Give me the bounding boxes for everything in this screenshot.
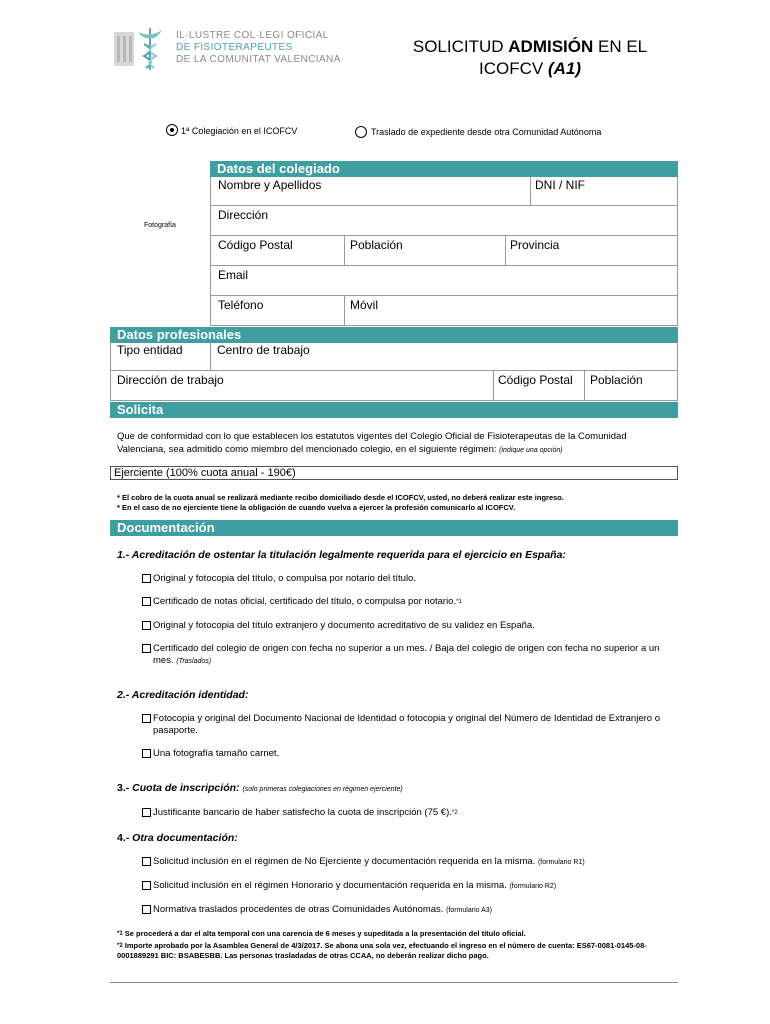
movil-field[interactable]: [345, 312, 676, 325]
item-dni: Fotocopia y original del Documento Nacional de Identidad o fotocopia y original del Número de Identidad de Extranjero o pasaporte.: [153, 713, 660, 736]
item-no-ejerciente: [153, 856, 585, 869]
poblacion-field[interactable]: [345, 252, 504, 265]
title-code: (A1): [547, 59, 581, 78]
direccion-trabajo-label: Dirección de trabajo: [117, 373, 224, 387]
solicita-body: Que de conformidad con lo que establecen los estatutos vigentes del Colegio Oficial de Fisioterapeutas de la Comunidad Valenciana, sea admitido como miembro del mencionado colegio, en el siguiente régimen:: [117, 431, 627, 455]
dni-label: DNI / NIF: [535, 178, 585, 192]
provincia-label: Provincia: [510, 238, 560, 252]
section-1-heading: 1.- Acreditación de ostentar la titulación legalmente requerida para el ejercicio en España:: [117, 549, 566, 561]
checkbox-titulo-extranjero[interactable]: [142, 621, 151, 630]
item-no-ejerciente-text: Solicitud inclusión en el régimen de No Ejerciente y documentación requerida en la misma.: [153, 856, 536, 867]
title-line-2: ICOFCV: [478, 59, 548, 78]
footnote-ref-1: *1: [456, 599, 462, 605]
item-honorario-text: Solicitud inclusión en el régimen Honorario y documentación requerida en la misma.: [153, 880, 507, 891]
item-certificado-text: Certificado del colegio de origen con fecha no superior a un mes. / Baja del colegio de origen con fecha no superior a un mes.: [153, 643, 660, 666]
title-part-2: EN EL: [593, 37, 648, 56]
caduceus-logo-icon: [112, 24, 170, 74]
formulario-a3-tag: (formulario A3): [446, 907, 492, 914]
note-cuota: * El cobro de la cuota anual se realizará mediante recibo domiciliado desde el ICOFCV, usted, no deberá realizar este ingreso.: [117, 493, 564, 502]
section-3-number: 3.-: [117, 782, 133, 794]
formulario-r2-tag: (formulario R2): [509, 883, 557, 890]
section-4-heading: [117, 832, 238, 844]
item-traslados-text: Normativa traslados procedentes de otras Comunidades Autónomas.: [153, 904, 444, 915]
checkbox-titulo[interactable]: [142, 574, 151, 583]
direccion-trabajo-field[interactable]: [111, 387, 492, 400]
centro-trabajo-label: Centro de trabajo: [217, 343, 310, 357]
row-divider: [210, 325, 678, 326]
item-honorario: [153, 880, 556, 893]
title-part-1: SOLICITUD: [412, 37, 509, 56]
footnote-2-mark: *2: [117, 943, 123, 949]
row-divider: [210, 265, 678, 266]
logo-text: [176, 30, 341, 66]
footnote-2: [117, 941, 677, 961]
solicita-header: Solicita: [110, 402, 678, 418]
section-2-heading: 2.- Acreditación identidad:: [117, 689, 249, 701]
provincia-field[interactable]: [506, 252, 676, 265]
regimen-select[interactable]: Ejerciente (100% cuota anual - 190€): [110, 466, 678, 480]
solicita-hint: (indique una opción): [499, 447, 563, 454]
cp-field[interactable]: [211, 252, 343, 265]
page-title: [380, 36, 680, 80]
cp-trabajo-field[interactable]: [494, 387, 583, 400]
datos-colegiado-header: Datos del colegiado: [210, 161, 678, 177]
item-titulo: Original y fotocopia del título, o compulsa por notario del título.: [153, 573, 416, 584]
section-3-heading: [117, 782, 403, 794]
poblacion-trabajo-field[interactable]: [585, 387, 676, 400]
logo-line-2: DE FISIOTERAPEUTES: [176, 42, 293, 53]
table-border: [677, 177, 678, 325]
solicita-text: [117, 430, 677, 457]
row-divider: [210, 295, 678, 296]
section-4-number: 4.-: [117, 832, 133, 844]
email-field[interactable]: [211, 282, 676, 295]
tipo-entidad-field[interactable]: [111, 357, 209, 370]
poblacion-label: Población: [350, 238, 403, 252]
note-no-ejerciente: * En el caso de no ejerciente tiene la obligación de cuando vuelva a ejercer la profesión comunicarlo al ICOFCV.: [117, 503, 516, 512]
checkbox-justificante[interactable]: [142, 808, 151, 817]
tipo-entidad-label: Tipo entidad: [117, 343, 183, 357]
option-1-label: 1ª Colegiación en el ICOFCV: [181, 126, 298, 136]
radio-traslado[interactable]: [355, 126, 367, 138]
checkbox-fotografia[interactable]: [142, 749, 151, 758]
row-divider: [210, 205, 678, 206]
item-justificante-text: Justificante bancario de haber satisfecho la cuota de inscripción (75 €).: [153, 807, 452, 818]
email-label: Email: [218, 268, 249, 282]
centro-trabajo-field[interactable]: [211, 357, 676, 370]
formulario-r1-tag: (formulario R1): [537, 859, 585, 866]
cp-label: Código Postal: [218, 238, 293, 252]
footnote-1-mark: *1: [117, 931, 123, 937]
traslados-tag: (Traslados): [176, 658, 212, 665]
nombre-field[interactable]: [211, 192, 529, 205]
checkbox-notas[interactable]: [142, 597, 151, 606]
item-notas: [153, 596, 462, 608]
item-titulo-extranjero: Original y fotocopia del título extranjero y documento acreditativo de su validez en España.: [153, 620, 535, 631]
logo-line-3: DE LA COMUNITAT VALENCIANA: [176, 54, 341, 65]
documentacion-header: Documentación: [110, 520, 678, 536]
item-notas-text: Certificado de notas oficial, certificado del título, o compulsa por notario.: [153, 596, 457, 607]
telefono-label: Teléfono: [218, 298, 264, 312]
checkbox-traslados[interactable]: [142, 905, 151, 914]
logo: [112, 24, 170, 74]
footnote-2-text: Importe aprobado por la Asamblea General de 4/3/2017. Se abona una sola vez, efectuando el ingreso en el número de cuenta: ES67-0081-0145-08-0001889291 BIC: BSABESBB. Las personas trasladadas de otras CCAA, no deberán realizar dicho pago.: [117, 941, 647, 960]
section-3-title: Cuota de inscripción:: [132, 782, 240, 794]
table-border: [677, 343, 678, 400]
checkbox-no-ejerciente[interactable]: [142, 857, 151, 866]
direccion-label: Dirección: [218, 208, 269, 222]
item-certificado-colegio: [153, 643, 673, 668]
poblacion-trabajo-label: Población: [590, 373, 643, 387]
logo-line-1: IL·LUSTRE COL·LEGI OFICIAL: [176, 30, 329, 41]
footnote-1-text: Se procederá a dar el alta temporal con una carencia de 6 meses y supeditada a la presentación del título oficial.: [124, 929, 526, 938]
movil-label: Móvil: [350, 298, 379, 312]
direccion-field[interactable]: [211, 222, 676, 235]
section-4-title: Otra documentación:: [132, 832, 238, 844]
cp-trabajo-label: Código Postal: [498, 373, 573, 387]
radio-primera-colegiacion[interactable]: [166, 124, 178, 136]
dni-field[interactable]: [531, 192, 676, 205]
nombre-label: Nombre y Apellidos: [218, 178, 322, 192]
footer-divider: [110, 982, 678, 983]
footnote-1: [117, 929, 677, 939]
checkbox-honorario[interactable]: [142, 881, 151, 890]
item-fotografia: Una fotografía tamaño carnet.: [153, 748, 280, 759]
row-divider: [110, 400, 678, 401]
section-3-hint: (solo primeras colegiaciones en régimen ejerciente): [242, 786, 403, 793]
title-bold: ADMISIÓN: [508, 37, 594, 56]
row-divider: [110, 370, 678, 371]
item-traslados: [153, 904, 492, 917]
photo-label: Fotografía: [144, 222, 176, 229]
checkbox-certificado-colegio[interactable]: [142, 644, 151, 653]
datos-profesionales-header: Datos profesionales: [110, 327, 678, 343]
row-divider: [210, 235, 678, 236]
telefono-field[interactable]: [211, 312, 343, 325]
footnote-ref-2: *2: [451, 810, 458, 816]
option-2-label: Traslado de expediente desde otra Comunidad Autónoma: [371, 127, 602, 137]
checkbox-dni[interactable]: [142, 714, 151, 723]
item-justificante: [153, 807, 458, 819]
